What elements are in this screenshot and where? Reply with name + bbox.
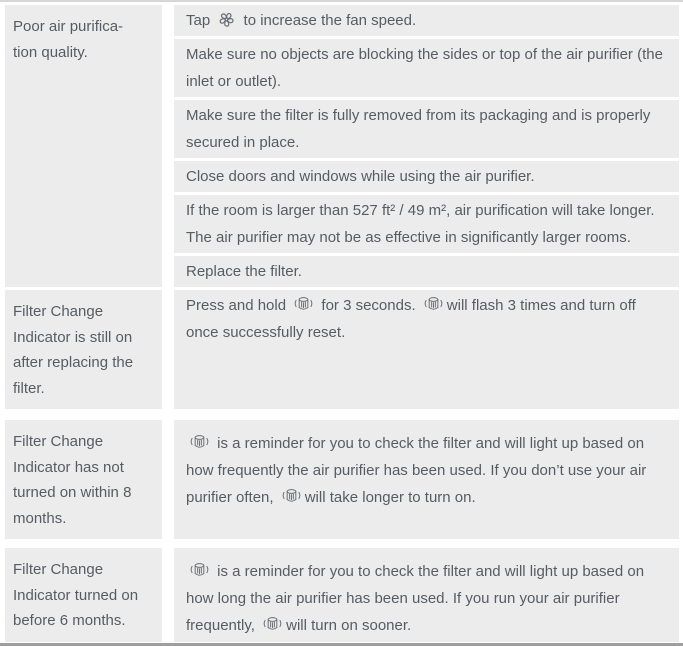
solutions-cell (174, 548, 679, 642)
problem-text: months. (13, 509, 67, 527)
problem-text: Filter Change (13, 561, 104, 578)
problem-cell (5, 420, 162, 539)
filter-change-indicator-icon (189, 433, 210, 450)
problem-text: Indicator turned on (13, 586, 139, 604)
problem-text: turned on within 8 (13, 484, 132, 501)
solution-row: Make sure the filter is fully removed from its packaging and is properly secured in place. (174, 100, 679, 158)
problem-cell (5, 290, 162, 409)
solutions-cell (174, 290, 679, 409)
problem-text: tion quality. (13, 43, 88, 61)
filter-change-indicator-icon (293, 295, 314, 312)
solution-row: Replace the filter. (174, 256, 679, 287)
solution-row: Make sure no objects are blocking the sides or top of the air purifier (the inlet or outlet). (174, 39, 679, 97)
solution-row: is a reminder for you to check the filter and will light up based on how frequently the air purifier has been used. If you don’t use your air purifier often, will take longer to turn on. (174, 420, 679, 539)
problem-cell (5, 548, 162, 642)
solution-row: If the room is larger than 527 ft² / 49 m², air purification will take longer. The air purifier may not be as effective in significantly larger rooms. (174, 195, 679, 253)
solution-row: Close doors and windows while using the air purifier. (174, 161, 679, 192)
problem-text: Filter Change (13, 433, 104, 450)
problem-text: Indicator has not (13, 458, 124, 476)
filter-change-indicator-icon (189, 561, 210, 578)
solution-row: Tap to increase the fan speed. (174, 5, 679, 36)
problem-text: after replacing the (13, 354, 134, 371)
problem-text: before 6 months. (13, 612, 126, 629)
problem-text: Poor air purifica- (13, 18, 124, 35)
filter-change-indicator-icon (423, 295, 444, 312)
troubleshooting-row-indicator-early (5, 548, 679, 642)
fan-speed-icon (217, 10, 236, 29)
troubleshooting-row-indicator-still-on (5, 290, 679, 409)
filter-change-indicator-icon (281, 487, 302, 504)
solutions-cell (174, 5, 679, 287)
problem-text: Indicator is still on (13, 328, 133, 346)
problem-cell (5, 5, 162, 287)
problem-text: filter. (13, 379, 45, 397)
solutions-cell (174, 420, 679, 539)
troubleshooting-row-indicator-not-on (5, 420, 679, 539)
troubleshooting-row-poor-purification (5, 5, 679, 287)
filter-change-indicator-icon (262, 615, 283, 632)
solution-row: Press and hold for 3 seconds. will flash 3 times and turn off once successfully reset. (174, 290, 679, 409)
solution-row: is a reminder for you to check the filter and will light up based on how long the air purifier has been used. If you run your air purifier frequently, will turn on sooner. (174, 548, 679, 642)
problem-text: Filter Change (13, 303, 104, 320)
